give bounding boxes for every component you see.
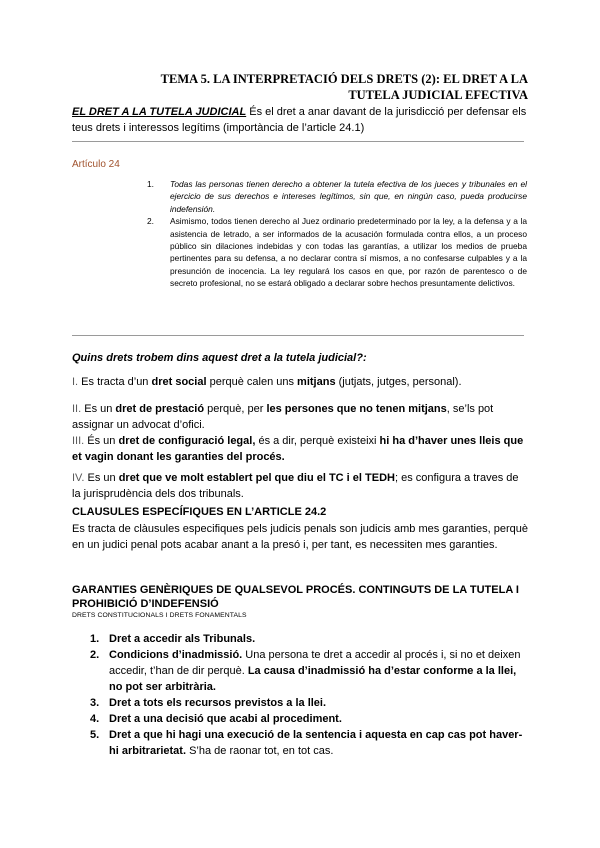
article-item-number: 1. (147, 179, 154, 189)
article-item (145, 178, 527, 215)
list-item-text (109, 727, 530, 759)
garanties-list (90, 631, 530, 759)
divider-top (72, 141, 524, 142)
list-item (90, 711, 530, 727)
list-item-text (109, 711, 530, 727)
point-bold: mitjans (297, 376, 336, 388)
list-item-bold: Dret a una decisió que acabi al procediment. (109, 713, 342, 725)
point-text: , se’ls pot assignar un advocat d’ofici. (72, 403, 494, 431)
intro-text: És el dret a anar davant de la jurisdicció per defensar els teus drets i interessos legítims (importància de l’article 24.1) (72, 106, 527, 134)
list-item-rest: Una persona te dret a accedir al procés i, si no et deixen accedir, t’han de dir perquè. (109, 649, 521, 677)
point-text: Es un (87, 472, 119, 484)
list-item-number: 1. (90, 633, 100, 645)
point-text: és a dir, perquè existeixi (258, 435, 380, 447)
point-bold: hi ha d’haver unes lleis que et vagin donant les garanties del procés. (72, 435, 524, 463)
list-item (90, 727, 530, 759)
point-text: perquè calen uns (206, 376, 298, 388)
article-title: Artículo 24 (72, 159, 120, 170)
point-bold: dret de prestació (115, 403, 205, 415)
point-text: Es tracta d’un (81, 376, 152, 388)
divider-bottom (72, 335, 524, 336)
point-4 (72, 470, 528, 502)
point-text: perquè, per (204, 403, 267, 415)
list-item-number: 4. (90, 713, 100, 725)
point-text: ; es configura a traves de la jurisprudència dels dos tribunals. (72, 472, 519, 500)
article-item-number: 2. (147, 216, 154, 227)
point-1 (72, 374, 528, 390)
point-prefix: IV. (72, 472, 88, 484)
question-heading: Quins drets trobem dins aquest dret a la tutela judicial?: (72, 352, 367, 364)
point-3 (72, 433, 528, 465)
point-bold: dret social (151, 376, 207, 388)
list-item-bold: Condicions d’inadmissió. (109, 649, 243, 661)
list-item-number: 3. (90, 697, 100, 709)
list-item-bold: Dret a accedir als Tribunals. (109, 633, 256, 645)
point-bold: dret de configuració legal, (118, 435, 259, 447)
list-item (90, 631, 530, 647)
list-item-text (109, 631, 530, 647)
point-bold: dret que ve molt establert pel que diu el TC i el TEDH (118, 472, 395, 484)
point-prefix: III. (72, 435, 88, 447)
point-bold: les persones que no tenen mitjans (266, 403, 447, 415)
article-item-text: Asimismo, todos tienen derecho al Juez ordinario predeterminado por la ley, a la defensa y a la asistencia de letrado, a ser informados de la acusación formulada contra ellos, a un proceso público sin dilaciones indebidas y con todas las garantías, a utilizar los medios de prueba pertinentes para su defensa, a no declarar contra sí mismos, a no confesarse culpables y a la presunción de inocencia. La ley regulará los casos en que, por razón de parentesco o de secreto profesional, no se estará obligado a declarar sobre hechos presuntamente delictivos. (170, 216, 527, 289)
garanties-subheading: DRETS CONSTITUCIONALS I DRETS FONAMENTALS (72, 612, 247, 619)
list-item-bold: Dret a que hi hagi una execució de la sentencia i aquesta en cap cas pot haver-hi arbitrarietat. (109, 729, 523, 757)
garanties-heading: GARANTIES GENÈRIQUES DE QUALSEVOL PROCÉS. CONTINGUTS DE LA TUTELA I PROHIBICIÓ D’INDEFENSIÓ (72, 584, 519, 610)
point-prefix: II. (72, 403, 85, 415)
list-item-number: 5. (90, 729, 100, 741)
list-item-text (109, 647, 530, 695)
article-item-text: Todas las personas tienen derecho a obtener la tutela efectiva de los jueces y tribunales en el ejercicio de sus derechos e intereses legítimos, sin que, en ningún caso, pueda producirse indefensión. (170, 179, 527, 214)
list-item-rest: S’ha de raonar tot, en tot cas. (186, 745, 334, 757)
list-item-number: 2. (90, 649, 100, 661)
intro-paragraph (72, 104, 530, 136)
list-item (90, 695, 530, 711)
article-list (145, 178, 527, 290)
clausules-heading: CLAUSULES ESPECÍFIQUES EN L’ARTICLE 24.2 (72, 506, 327, 518)
list-item-text (109, 695, 530, 711)
clausules-text: Es tracta de clàusules especifiques pels judicis penals son judicis amb mes garanties, perquè en un judici penal pots acabar anant a la presó i, per tant, es necessiten mes garanties. (72, 523, 528, 551)
page-title: TEMA 5. LA INTERPRETACIÓ DELS DRETS (2): EL DRET A LA TUTELA JUDICIAL EFECTIVA (160, 72, 528, 102)
article-item (145, 215, 527, 289)
list-item-bold: La causa d’inadmissió ha d’estar conforme a la llei, no pot ser arbitrària. (109, 665, 517, 693)
point-2 (72, 401, 528, 433)
intro-heading: EL DRET A LA TUTELA JUDICIAL (72, 106, 247, 118)
point-text: És un (87, 435, 119, 447)
point-prefix: I. (72, 376, 82, 388)
list-item (90, 647, 530, 695)
list-item-bold: Dret a tots els recursos previstos a la llei. (109, 697, 327, 709)
point-text: Es un (84, 403, 116, 415)
point-text: (jutjats, jutges, personal). (335, 376, 462, 388)
